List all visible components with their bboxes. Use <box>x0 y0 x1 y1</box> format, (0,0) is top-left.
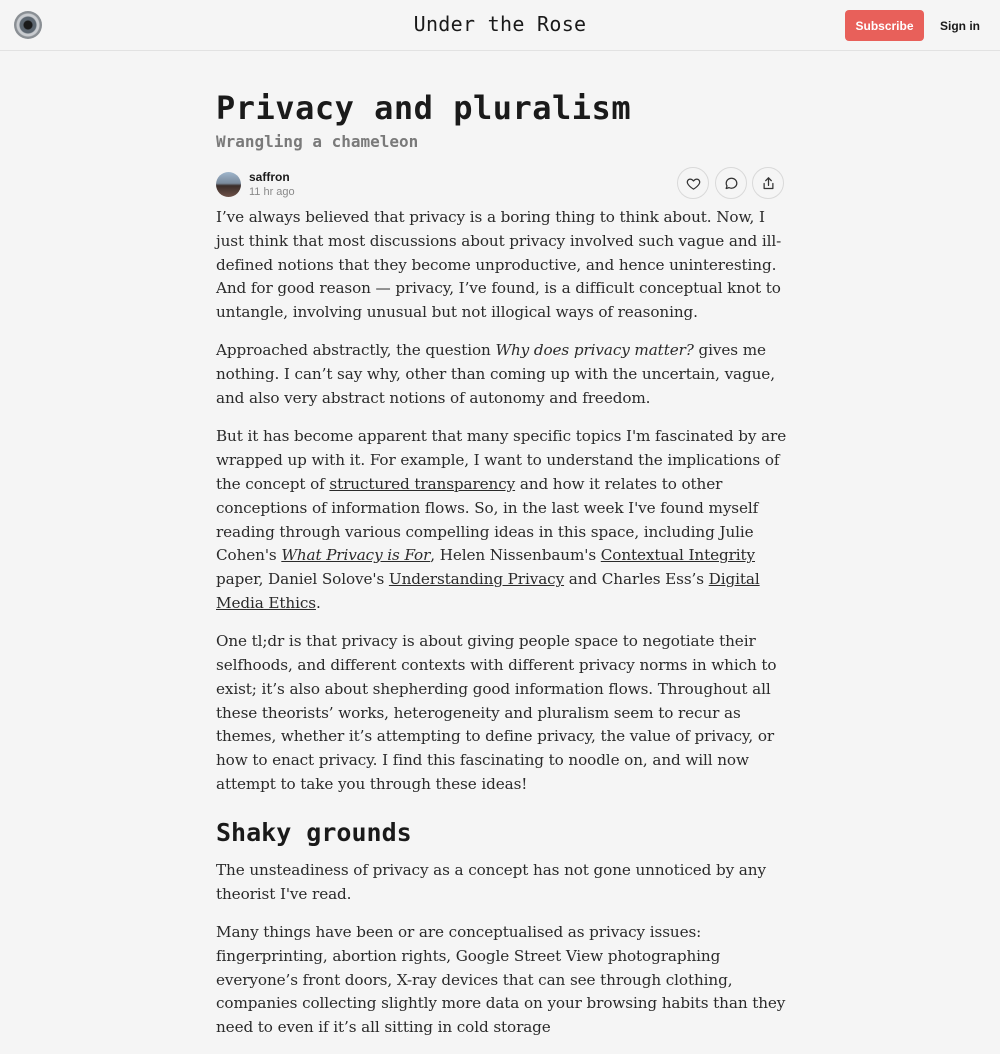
link-contextual-integrity[interactable]: Contextual Integrity <box>600 546 756 565</box>
section-heading: Shaky grounds <box>216 817 412 847</box>
byline <box>216 170 788 206</box>
share-button[interactable] <box>752 167 784 199</box>
link-what-privacy-is-for[interactable]: What Privacy is For <box>281 546 431 565</box>
paragraph: Approached abstractly, the question Why does privacy matter? gives me nothing. I can’t say why, other than coming up with the uncertain, vague, and also very abstract notions of autonomy and freedom. <box>216 341 775 408</box>
article <box>216 88 788 1054</box>
comment-button[interactable] <box>715 167 747 199</box>
author-avatar[interactable] <box>216 172 241 197</box>
link-understanding-privacy[interactable]: Understanding Privacy <box>388 570 565 589</box>
comment-icon <box>724 176 739 191</box>
share-icon <box>761 176 776 191</box>
link-structured-transparency[interactable]: structured transparency <box>329 474 516 493</box>
post-body <box>216 206 788 1040</box>
post-title: Privacy and pluralism <box>216 89 632 127</box>
heart-icon <box>686 176 701 191</box>
paragraph: The unsteadiness of privacy as a concept has not gone unnoticed by any theorist I've read. <box>216 860 766 903</box>
site-title[interactable]: Under the Rose <box>413 12 587 36</box>
post-timestamp: 11 hr ago <box>249 186 295 198</box>
paragraph: But it has become apparent that many specific topics I'm fascinated by are wrapped up with it. For example, I want to understand the implications of the concept of structured transparency and how it relates to other conceptions of information flows. So, in the last week I've found myself reading through various compelling ideas in this space, including Julie Cohen's What Privacy is For, Helen Nissenbaum's Contextual Integrity paper, Daniel Solove's Understanding Privacy and Charles Ess’s Digital Media Ethics. <box>216 427 787 612</box>
link-digital-media-ethics[interactable]: Digital Media Ethics <box>216 570 760 612</box>
sign-in-button[interactable]: Sign in <box>936 10 984 41</box>
subscribe-button[interactable]: Subscribe <box>845 10 924 41</box>
paragraph: I’ve always believed that privacy is a boring thing to think about. Now, I just think that most discussions about privacy involved such vague and ill-defined notions that they become unproductive, and hence uninteresting. And for good reason — privacy, I’ve found, is a difficult conceptual knot to untangle, involving unusual but not illogical ways of reasoning. <box>216 208 782 322</box>
paragraph: Many things have been or are conceptualised as privacy issues: fingerprinting, abortion rights, Google Street View photographing everyone’s front doors, X-ray devices that can see through clothing, companies collecting slightly more data on your browsing habits than they need to even if it’s all sitting in cold storage <box>216 922 786 1037</box>
like-button[interactable] <box>677 167 709 199</box>
top-bar <box>0 0 1000 51</box>
paragraph: One tl;dr is that privacy is about giving people space to negotiate their selfhoods, and different contexts with different privacy norms in which to exist; it’s also about shepherding good information flows. Throughout all these theorists’ works, heterogeneity and pluralism seem to recur as themes, whether it’s attempting to define privacy, the value of privacy, or how to enact privacy. I find this fascinating to noodle on, and will now attempt to take you through these ideas! <box>216 632 777 794</box>
author-name[interactable]: saffron <box>249 170 290 184</box>
post-subtitle: Wrangling a chameleon <box>216 132 419 151</box>
